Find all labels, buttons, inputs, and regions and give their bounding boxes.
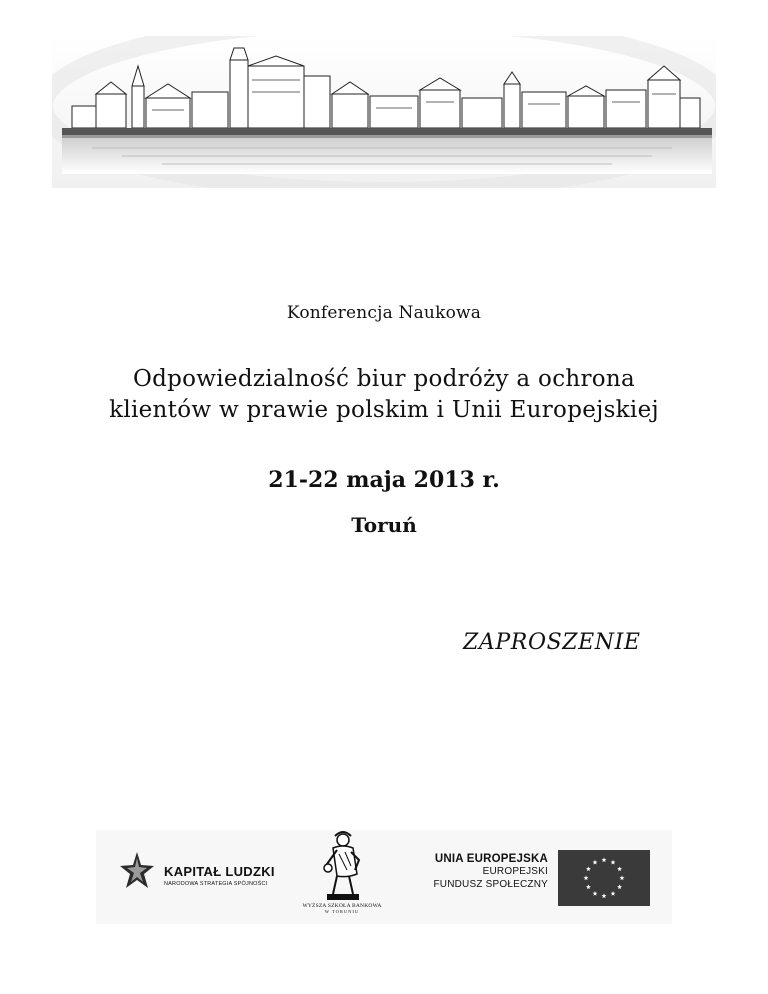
- torun-skyline-illustration: [52, 36, 716, 188]
- conference-city: Toruń: [351, 513, 417, 537]
- invitation-heading: ZAPROSZENIE: [463, 630, 641, 655]
- sponsor-logos: [96, 830, 672, 924]
- wsb-city: W TORUNIU: [324, 909, 360, 914]
- star-logo-icon: [120, 852, 154, 892]
- header-banner: [52, 36, 716, 188]
- eu-flag-icon: [558, 850, 650, 906]
- copernicus-statue-icon: [317, 830, 367, 902]
- eu-line-1: EUROPEJSKI: [482, 866, 548, 877]
- eu-title: UNIA EUROPEJSKA: [434, 853, 548, 865]
- title-line-1: Odpowiedzialność biur podróży a ochrona: [132, 366, 636, 392]
- eu-line-2: FUNDUSZ SPOŁECZNY: [433, 879, 548, 890]
- kapital-ludzki-title: KAPITAŁ LUDZKI: [164, 864, 275, 879]
- title-line-2: klientów w prawie polskim i Unii Europejskiej: [109, 397, 659, 423]
- eu-text-block: [414, 853, 548, 891]
- wsb-logo: [302, 830, 382, 924]
- conference-title: [0, 364, 768, 426]
- kapital-ludzki-logo: [120, 852, 310, 904]
- kapital-ludzki-subtitle: NARODOWA STRATEGIA SPÓJNOŚCI: [164, 881, 268, 887]
- wsb-name: WYŻSZA SZKOŁA BANKOWA: [302, 903, 382, 909]
- conference-date: 21-22 maja 2013 r.: [268, 467, 500, 493]
- conference-label: Konferencja Naukowa: [286, 303, 482, 323]
